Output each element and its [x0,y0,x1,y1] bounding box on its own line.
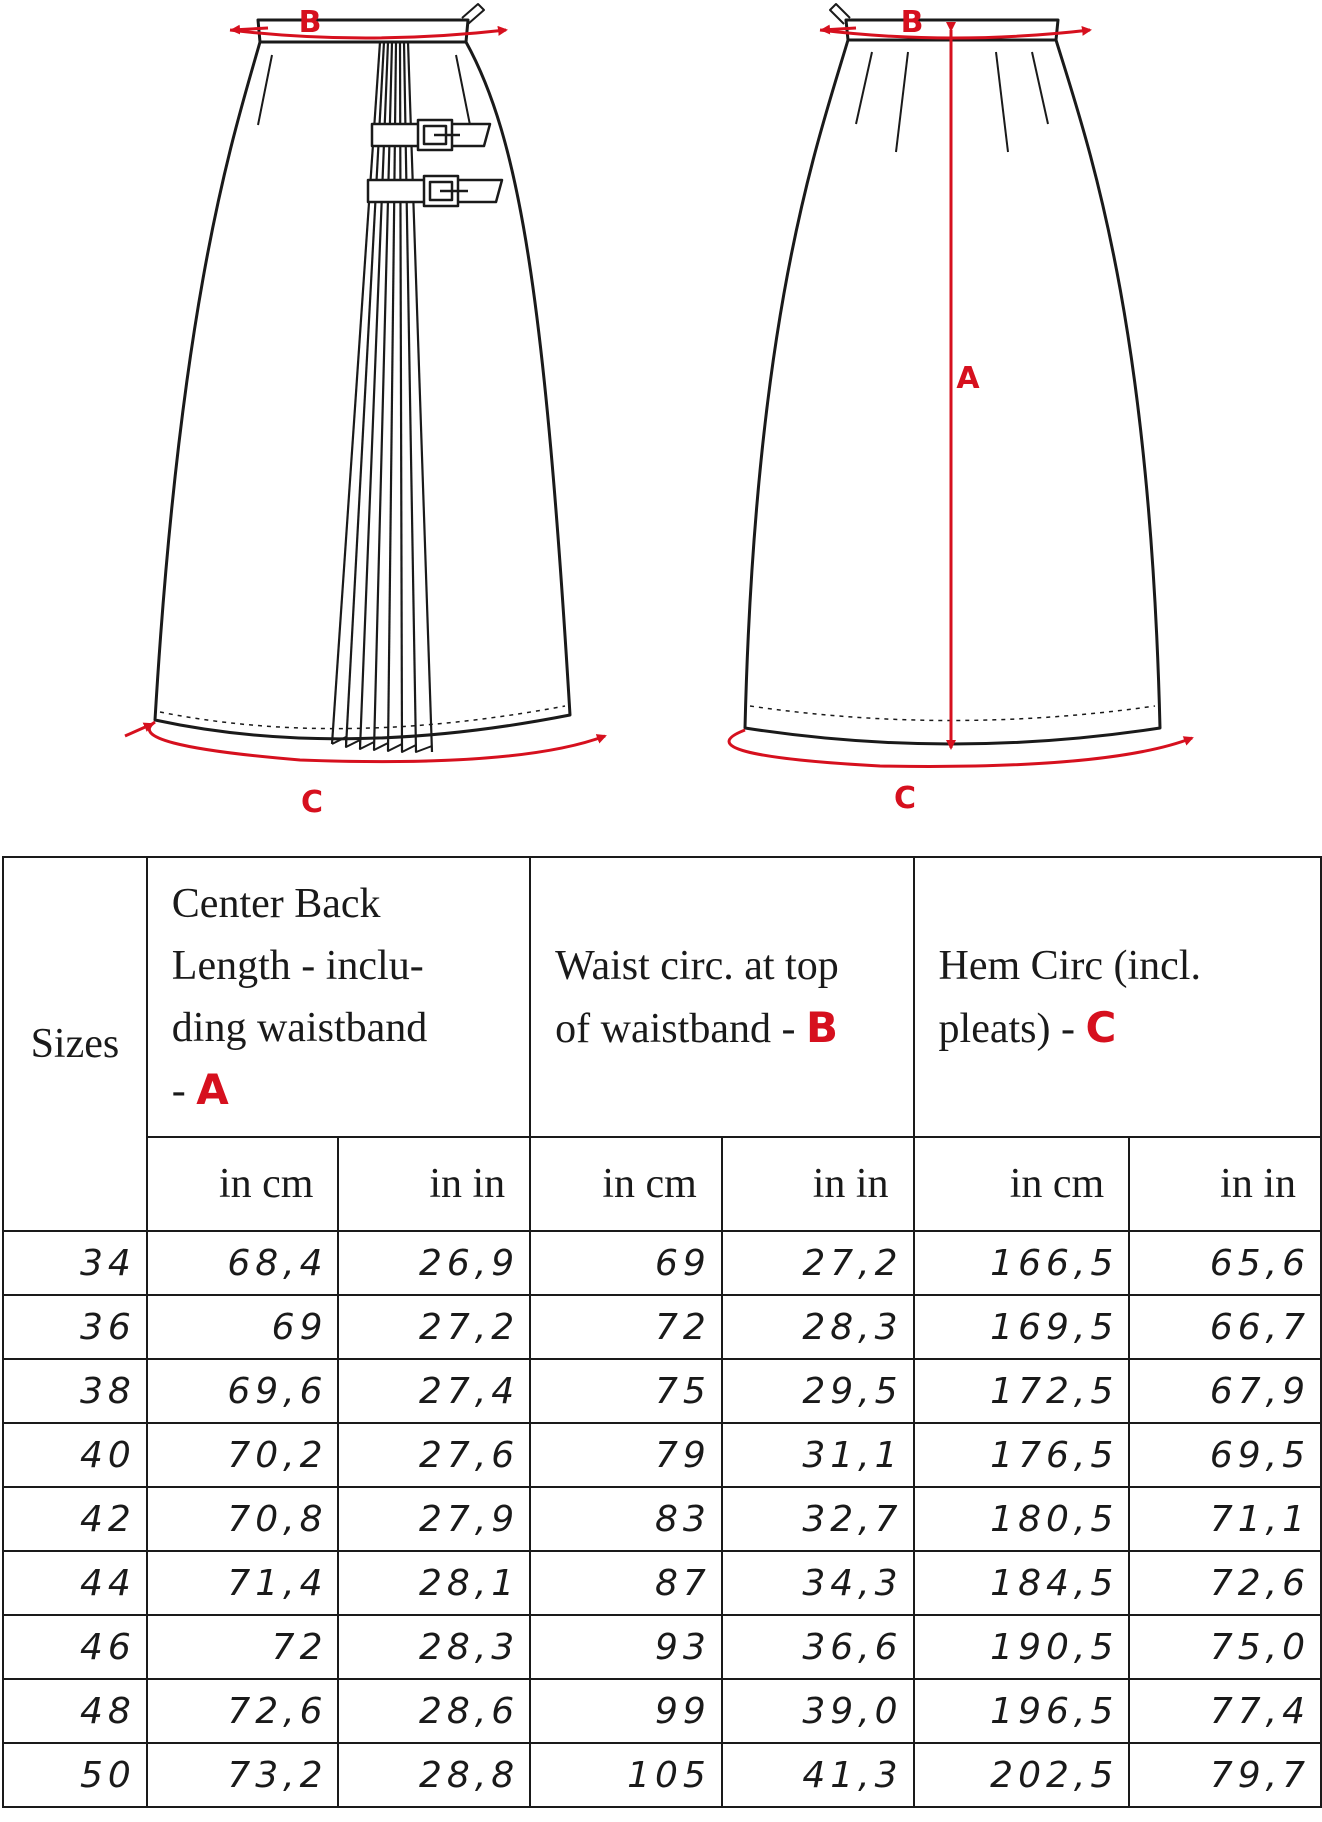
value-cell: 172,5 [914,1359,1130,1423]
value-cell: 70,8 [147,1487,339,1551]
front-dart-left [258,55,272,125]
unit-cell: in in [722,1137,914,1231]
value-cell: 72,6 [1129,1551,1321,1615]
value-cell: 27,4 [338,1359,530,1423]
value-cell: 27,2 [722,1231,914,1295]
value-cell: 99 [530,1679,722,1743]
value-cell: 31,1 [722,1423,914,1487]
back-waist-measure-left [822,28,856,30]
hem-letter: C [1085,1002,1117,1052]
value-cell: 67,9 [1129,1359,1321,1423]
skirt-technical-drawing [0,0,1322,830]
table-row [3,1359,1321,1423]
unit-cell: in cm [530,1137,722,1231]
value-cell: 28,1 [338,1551,530,1615]
unit-cell: in in [338,1137,530,1231]
value-cell: 41,3 [722,1743,914,1807]
back-dart-2 [896,52,908,152]
value-cell: 105 [530,1743,722,1807]
value-cell: 69 [530,1231,722,1295]
value-cell: 83 [530,1487,722,1551]
unit-cell: in cm [914,1137,1130,1231]
size-cell: 40 [3,1423,147,1487]
value-cell: 75 [530,1359,722,1423]
size-cell: 36 [3,1295,147,1359]
unit-cell: in in [1129,1137,1321,1231]
length-header: Center Back Length - inclu- ding waistband - A [147,857,530,1137]
value-cell: 27,2 [338,1295,530,1359]
table-row [3,1679,1321,1743]
front-dart-right [456,55,470,125]
value-cell: 190,5 [914,1615,1130,1679]
skirt-front-view [155,4,570,752]
sizes-header: Sizes [3,857,147,1231]
length-letter: A [196,1064,229,1114]
value-cell: 72 [530,1295,722,1359]
hem-header: Hem Circ (incl. pleats) - C [914,857,1321,1137]
size-cell: 42 [3,1487,147,1551]
value-cell: 73,2 [147,1743,339,1807]
value-cell: 169,5 [914,1295,1130,1359]
size-cell: 44 [3,1551,147,1615]
value-cell: 66,7 [1129,1295,1321,1359]
value-cell: 71,1 [1129,1487,1321,1551]
lower-buckle-strap [368,176,502,206]
table-row [3,1295,1321,1359]
table-unit-row [3,1137,1321,1231]
value-cell: 184,5 [914,1551,1130,1615]
value-cell: 77,4 [1129,1679,1321,1743]
value-cell: 69,5 [1129,1423,1321,1487]
value-cell: 32,7 [722,1487,914,1551]
value-cell: 27,6 [338,1423,530,1487]
size-chart-table [2,856,1322,1808]
size-cell: 48 [3,1679,147,1743]
value-cell: 202,5 [914,1743,1130,1807]
value-cell: 29,5 [722,1359,914,1423]
value-cell: 68,4 [147,1231,339,1295]
table-row [3,1551,1321,1615]
value-cell: 196,5 [914,1679,1130,1743]
size-cell: 34 [3,1231,147,1295]
value-cell: 176,5 [914,1423,1130,1487]
front-label-b: B [298,5,322,40]
back-label-b: B [900,5,924,40]
value-cell: 28,3 [338,1615,530,1679]
back-label-a: A [956,361,980,396]
front-skirt-outline [155,42,570,739]
unit-cell: in cm [147,1137,339,1231]
value-cell: 26,9 [338,1231,530,1295]
size-rows [3,1231,1321,1807]
value-cell: 75,0 [1129,1615,1321,1679]
front-waist-measure-left [232,28,268,30]
table-row [3,1231,1321,1295]
waist-letter: B [805,1002,838,1052]
upper-buckle-strap [372,120,490,150]
back-dart-1 [856,52,872,124]
value-cell: 69,6 [147,1359,339,1423]
value-cell: 28,3 [722,1295,914,1359]
back-dart-3 [996,52,1008,152]
value-cell: 180,5 [914,1487,1130,1551]
value-cell: 72 [147,1615,339,1679]
value-cell: 36,6 [722,1615,914,1679]
value-cell: 28,8 [338,1743,530,1807]
value-cell: 71,4 [147,1551,339,1615]
value-cell: 27,9 [338,1487,530,1551]
value-cell: 28,6 [338,1679,530,1743]
value-cell: 87 [530,1551,722,1615]
value-cell: 79 [530,1423,722,1487]
value-cell: 69 [147,1295,339,1359]
back-label-c: C [893,781,917,816]
table-row [3,1743,1321,1807]
value-cell: 39,0 [722,1679,914,1743]
table-row [3,1423,1321,1487]
value-cell: 34,3 [722,1551,914,1615]
value-cell: 166,5 [914,1231,1130,1295]
value-cell: 93 [530,1615,722,1679]
table-row [3,1487,1321,1551]
waist-header: Waist circ. at top of waistband - B [530,857,913,1137]
table-row [3,1615,1321,1679]
size-cell: 38 [3,1359,147,1423]
size-cell: 46 [3,1615,147,1679]
back-measurements [729,28,1192,766]
value-cell: 79,7 [1129,1743,1321,1807]
table-header-row [3,857,1321,1137]
front-label-c: C [300,785,324,820]
value-cell: 65,6 [1129,1231,1321,1295]
size-cell: 50 [3,1743,147,1807]
back-dart-4 [1032,52,1048,124]
value-cell: 72,6 [147,1679,339,1743]
value-cell: 70,2 [147,1423,339,1487]
